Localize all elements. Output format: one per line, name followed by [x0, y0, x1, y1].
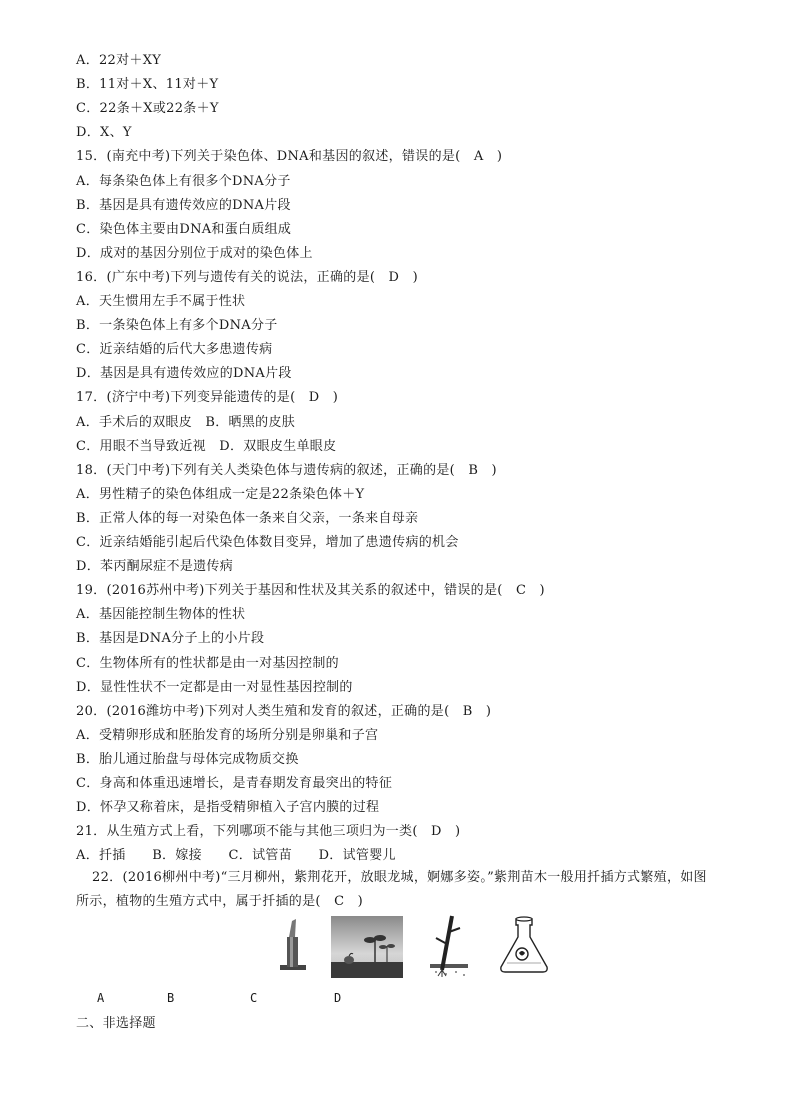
answer-option: B．胎儿通过胎盘与母体完成物质交换	[76, 751, 299, 767]
figure-c-cutting	[428, 912, 470, 978]
figure-a-grafting-stump	[278, 917, 308, 975]
question-stem: 18．(天门中考)下列有关人类染色体与遗传病的叙述，正确的是( B )	[76, 462, 497, 478]
answer-option: D．基因是具有遗传效应的DNA片段	[76, 366, 292, 382]
answer-option: C．用眼不当导致近视 D．双眼皮生单眼皮	[76, 438, 337, 454]
answer-option: B．11对＋X、11对＋Y	[76, 77, 219, 93]
answer-option: A．手术后的双眼皮 B．晒黑的皮肤	[76, 414, 296, 430]
answer-option: D．成对的基因分别位于成对的染色体上	[76, 245, 313, 261]
figure-d-flask	[497, 915, 551, 975]
question-22-line-2: 所示，植物的生殖方式中，属于扦插的是( C )	[76, 894, 363, 909]
answer-option: A．基因能控制生物体的性状	[76, 607, 246, 623]
answer-option: D．X、Y	[76, 125, 132, 141]
question-stem: 16．(广东中考)下列与遗传有关的说法，正确的是( D )	[76, 269, 418, 285]
answer-option: A．每条染色体上有很多个DNA分子	[76, 173, 291, 189]
answer-option: A．受精卵形成和胚胎发育的场所分别是卵巢和子宫	[76, 727, 379, 743]
figure-b-seedlings	[331, 916, 403, 978]
answer-option: B．一条染色体上有多个DNA分子	[76, 318, 278, 334]
answer-option: C．近亲结婚能引起后代染色体数目变异，增加了患遗传病的机会	[76, 535, 459, 550]
answer-option: D．显性性状不一定都是由一对显性基因控制的	[76, 679, 353, 695]
answer-option: D．怀孕又称着床，是指受精卵植入子宫内膜的过程	[76, 800, 380, 816]
question-22-line-1: 22．(2016柳州中考)“三月柳州，紫荆花开，放眼龙城，婀娜多姿。”紫荆苗木一般用扦插方式繁殖，如图	[92, 870, 707, 885]
answer-option: C．近亲结婚的后代大多患遗传病	[76, 342, 273, 358]
answer-option: C．生物体所有的性状都是由一对基因控制的	[76, 655, 339, 671]
question-stem: 19．(2016苏州中考)下列关于基因和性状及其关系的叙述中，错误的是( C )	[76, 583, 545, 599]
answer-option: D．苯丙酮尿症不是遗传病	[76, 559, 234, 575]
answer-option: A．扦插 B．嫁接 C．试管苗 D．试管婴儿	[76, 848, 396, 864]
figure-label-d: D	[334, 991, 342, 1005]
answer-option: B．正常人体的每一对染色体一条来自父亲，一条来自母亲	[76, 510, 419, 526]
question-stem: 17．(济宁中考)下列变异能遗传的是( D )	[76, 390, 339, 406]
answer-option: A．天生惯用左手不属于性状	[76, 294, 246, 309]
answer-option: B．基因是具有遗传效应的DNA片段	[76, 197, 291, 213]
answer-option: A．22对＋XY	[76, 53, 162, 68]
answer-option: A．男性精子的染色体组成一定是22条染色体＋Y	[76, 486, 365, 502]
figure-label-b: B	[167, 991, 175, 1005]
answer-option: B．基因是DNA分子上的小片段	[76, 631, 265, 647]
figure-label-c: C	[250, 991, 258, 1005]
answer-option: C．身高和体重迅速增长，是青春期发育最突出的特征	[76, 776, 393, 791]
answer-option: C．22条＋X或22条＋Y	[76, 101, 219, 117]
figure-label-a: A	[97, 991, 105, 1005]
answer-option: C．染色体主要由DNA和蛋白质组成	[76, 221, 292, 237]
question-stem: 21．从生殖方式上看，下列哪项不能与其他三项归为一类( D )	[76, 824, 461, 840]
question-stem: 20．(2016潍坊中考)下列对人类生殖和发育的叙述，正确的是( B )	[76, 703, 492, 719]
section-heading: 二、非选择题	[76, 1016, 156, 1031]
question-stem: 15．(南充中考)下列关于染色体、DNA和基因的叙述，错误的是( A )	[76, 149, 503, 165]
